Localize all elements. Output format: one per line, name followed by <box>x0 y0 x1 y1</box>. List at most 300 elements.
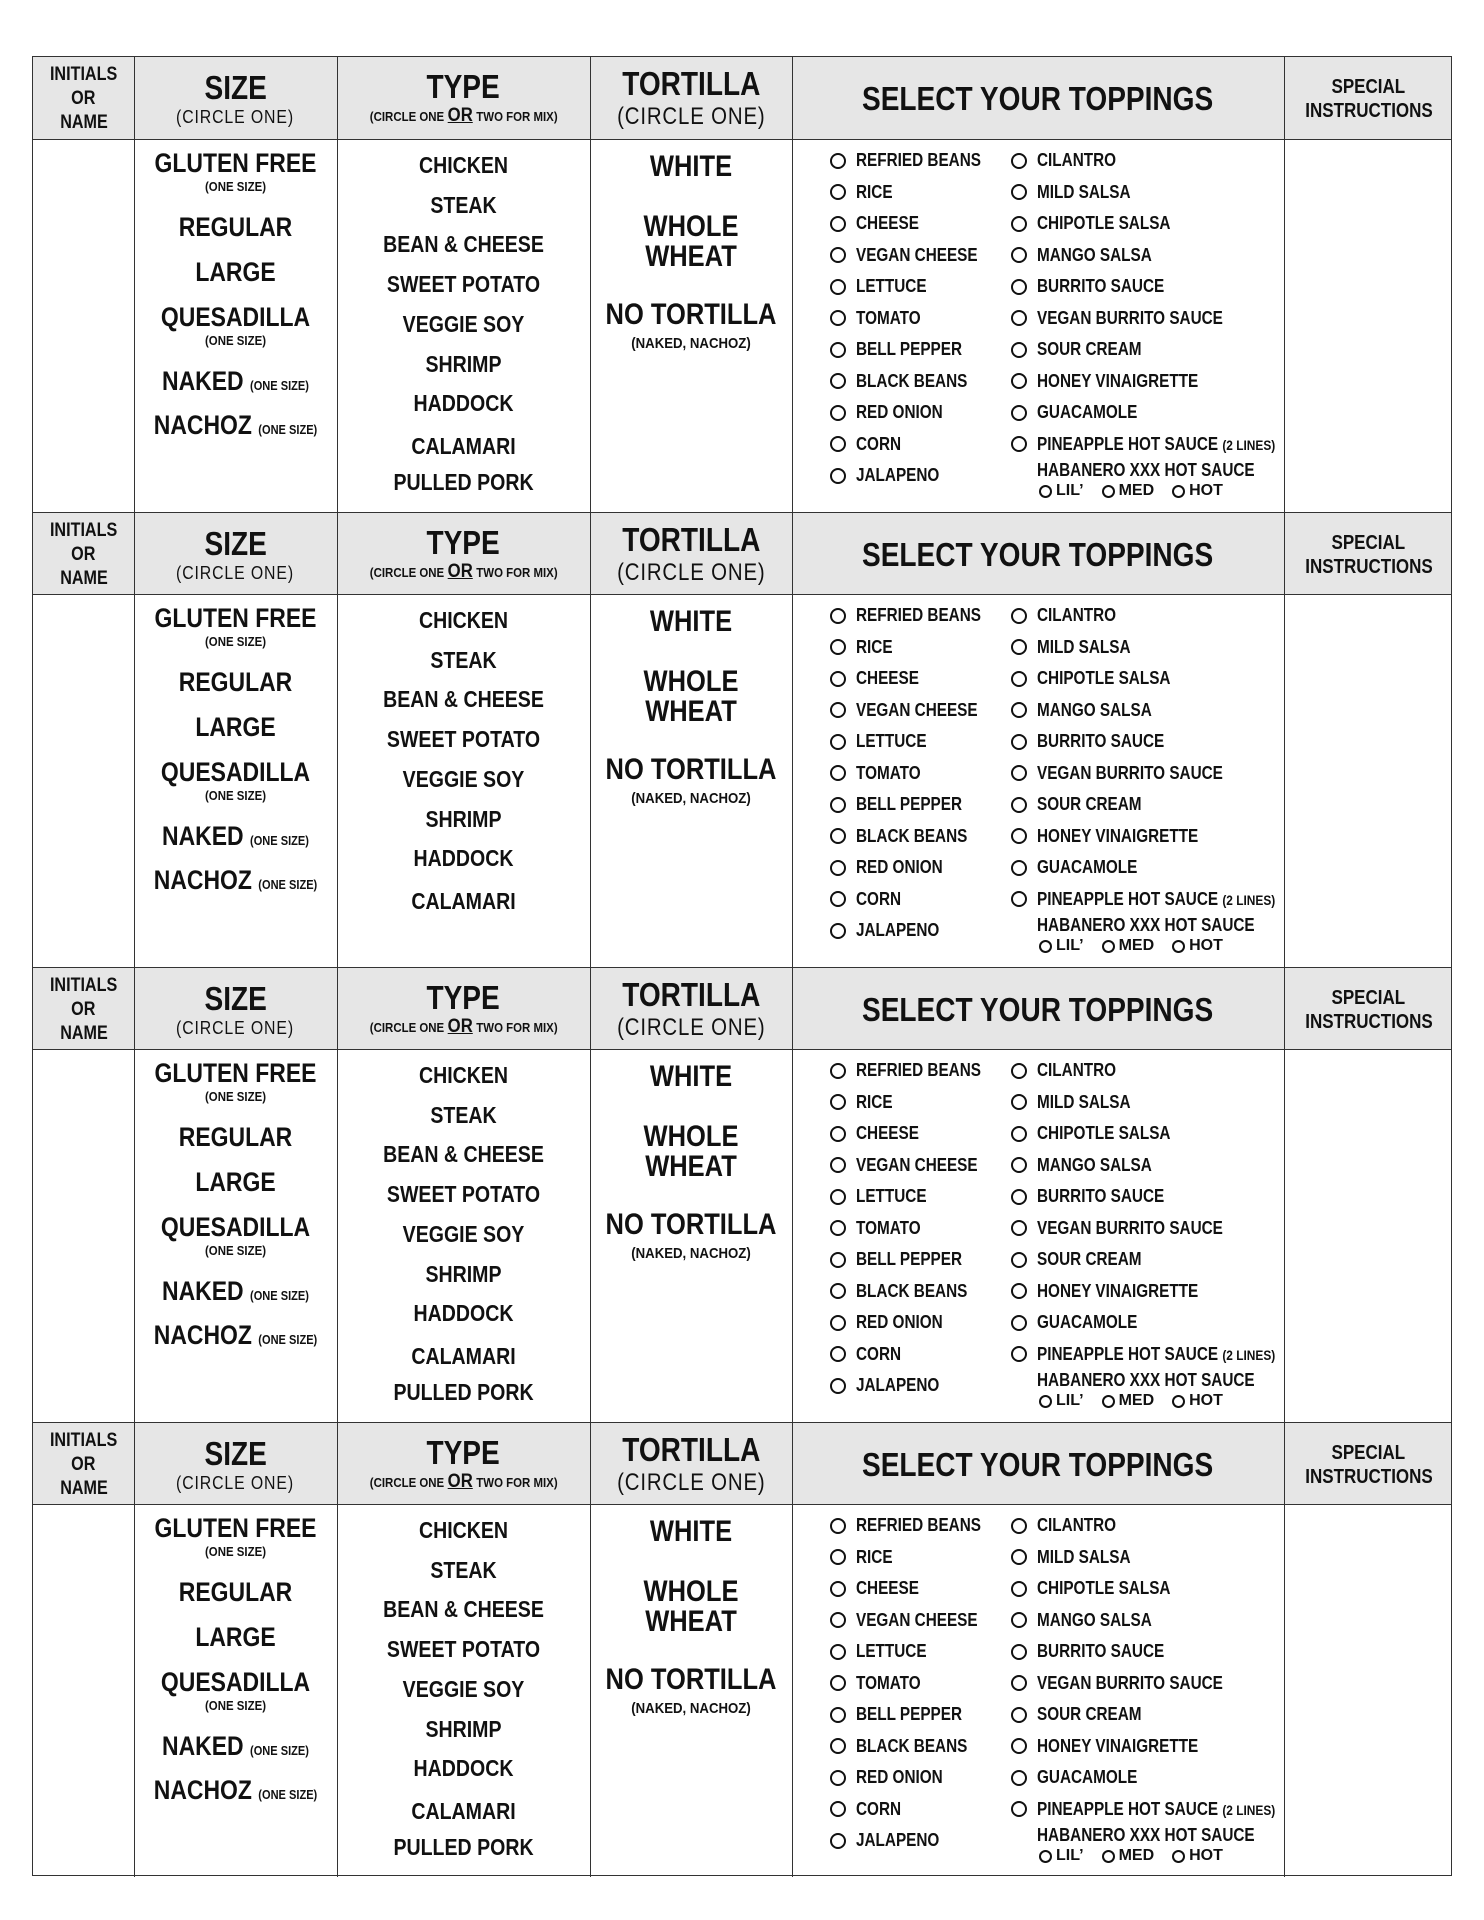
checkbox-circle-icon[interactable] <box>830 310 846 326</box>
special-instructions-field[interactable] <box>1284 140 1453 512</box>
topping-label: CHIPOTLE SALSA <box>1037 213 1171 233</box>
checkbox-circle-icon[interactable] <box>1011 1612 1027 1628</box>
topping-option[interactable] <box>830 308 932 329</box>
checkbox-circle-icon[interactable] <box>830 891 846 907</box>
topping-option[interactable] <box>1011 308 1256 329</box>
tortilla-none[interactable]: NO TORTILLA <box>605 1663 777 1696</box>
topping-option[interactable] <box>1011 700 1172 721</box>
tortilla-whole[interactable]: WHOLE <box>643 665 739 698</box>
checkbox-circle-icon[interactable] <box>830 1315 846 1331</box>
size-gluten-free[interactable] <box>134 1513 337 1559</box>
checkbox-circle-icon[interactable] <box>830 1126 846 1142</box>
type-option[interactable]: BEAN & CHEESE <box>383 1596 544 1622</box>
topping-option[interactable] <box>1011 731 1187 752</box>
type-option[interactable]: SHRIMP <box>425 351 502 377</box>
topping-option[interactable] <box>1011 1547 1147 1568</box>
topping-option[interactable] <box>1011 1218 1256 1239</box>
topping-option[interactable] <box>830 1092 899 1113</box>
checkbox-circle-icon[interactable] <box>830 1346 846 1362</box>
tortilla-wheat[interactable]: WHEAT <box>645 240 737 273</box>
type-option[interactable]: VEGGIE SOY <box>402 311 525 337</box>
checkbox-circle-icon[interactable] <box>1011 373 1027 389</box>
checkbox-circle-icon[interactable] <box>1011 1675 1027 1691</box>
topping-option[interactable] <box>1011 637 1147 658</box>
topping-option[interactable] <box>1011 1610 1172 1631</box>
checkbox-circle-icon[interactable] <box>830 1707 846 1723</box>
heat-circle-icon[interactable] <box>1039 1850 1052 1863</box>
topping-pineapple-hot-sauce[interactable] <box>1011 434 1317 455</box>
checkbox-circle-icon[interactable] <box>1011 184 1027 200</box>
topping-option[interactable] <box>1011 1060 1130 1081</box>
topping-label: CILANTRO <box>1037 605 1117 625</box>
checkbox-circle-icon[interactable] <box>830 702 846 718</box>
topping-label: CHEESE <box>856 213 919 233</box>
topping-option[interactable] <box>830 1375 954 1396</box>
heat-circle-icon[interactable] <box>1102 1850 1115 1863</box>
type-option[interactable]: HADDOCK <box>413 1755 514 1781</box>
checkbox-circle-icon[interactable] <box>830 860 846 876</box>
checkbox-circle-icon[interactable] <box>830 1189 846 1205</box>
type-option[interactable]: HADDOCK <box>413 845 514 871</box>
header-tortilla <box>590 1423 792 1506</box>
checkbox-circle-icon[interactable] <box>1011 310 1027 326</box>
checkbox-circle-icon[interactable] <box>830 1675 846 1691</box>
checkbox-circle-icon[interactable] <box>830 828 846 844</box>
type-option[interactable]: SWEET POTATO <box>386 1181 541 1207</box>
type-option[interactable]: CHICKEN <box>418 607 509 633</box>
topping-option[interactable] <box>830 1155 999 1176</box>
checkbox-circle-icon[interactable] <box>830 734 846 750</box>
header-type-title: TYPE <box>426 68 501 105</box>
topping-option[interactable] <box>830 1736 987 1757</box>
topping-option[interactable] <box>830 1547 899 1568</box>
type-option[interactable]: SWEET POTATO <box>386 271 541 297</box>
tortilla-wheat[interactable]: WHEAT <box>645 695 737 728</box>
topping-option[interactable] <box>830 1515 1003 1536</box>
checkbox-circle-icon[interactable] <box>830 1157 846 1173</box>
size-nachoz[interactable] <box>134 1320 337 1351</box>
topping-option[interactable] <box>1011 371 1227 392</box>
topping-option[interactable] <box>1011 245 1172 266</box>
topping-option[interactable] <box>1011 794 1160 815</box>
heat-circle-icon[interactable] <box>1172 940 1185 953</box>
checkbox-circle-icon[interactable] <box>830 279 846 295</box>
header-type-sub-a: (CIRCLE ONE <box>369 565 444 580</box>
checkbox-circle-icon[interactable] <box>1011 1189 1027 1205</box>
topping-label: MILD SALSA <box>1037 181 1131 202</box>
size-large[interactable] <box>134 257 337 288</box>
checkbox-circle-icon[interactable] <box>1011 608 1027 624</box>
topping-option[interactable] <box>830 1704 981 1725</box>
tortilla-wheat[interactable]: WHEAT <box>645 1150 737 1183</box>
initials-name-field[interactable] <box>33 1050 134 1422</box>
type-option[interactable]: BEAN & CHEESE <box>383 686 544 712</box>
type-option[interactable]: CALAMARI <box>411 433 516 459</box>
topping-option[interactable] <box>830 1060 1003 1081</box>
topping-option[interactable] <box>830 889 909 910</box>
tortilla-whole[interactable]: WHOLE <box>643 1120 739 1153</box>
topping-option[interactable] <box>830 339 981 360</box>
topping-option[interactable] <box>830 434 909 455</box>
checkbox-circle-icon[interactable] <box>1011 1707 1027 1723</box>
type-option[interactable]: SHRIMP <box>425 1716 502 1742</box>
tortilla-white[interactable]: WHITE <box>649 150 733 183</box>
topping-option[interactable] <box>1011 1673 1256 1694</box>
checkbox-circle-icon[interactable] <box>1011 734 1027 750</box>
header-special-line: INSTRUCTIONS <box>1304 1465 1433 1488</box>
special-instructions-field[interactable] <box>1284 595 1453 967</box>
topping-option[interactable] <box>1011 763 1256 784</box>
topping-option[interactable] <box>830 1249 981 1270</box>
topping-option[interactable] <box>830 763 932 784</box>
checkbox-circle-icon[interactable] <box>830 1833 846 1849</box>
checkbox-circle-icon[interactable] <box>830 1063 846 1079</box>
size-regular[interactable] <box>134 1577 337 1608</box>
size-label <box>149 1731 322 1762</box>
checkbox-circle-icon[interactable] <box>1011 1126 1027 1142</box>
checkbox-circle-icon[interactable] <box>1011 1801 1027 1817</box>
topping-option[interactable] <box>830 150 1003 171</box>
tortilla-white[interactable]: WHITE <box>649 1060 733 1093</box>
type-option[interactable]: CHICKEN <box>418 1062 509 1088</box>
size-quesadilla[interactable] <box>134 757 337 803</box>
topping-option[interactable] <box>1011 182 1147 203</box>
checkbox-circle-icon[interactable] <box>830 468 846 484</box>
type-option[interactable]: STEAK <box>430 192 497 218</box>
tortilla-options <box>590 595 792 967</box>
topping-pineapple-hot-sauce[interactable] <box>1011 1344 1317 1365</box>
checkbox-circle-icon[interactable] <box>830 184 846 200</box>
pineapple-label: PINEAPPLE HOT SAUCE <box>1037 1343 1219 1364</box>
checkbox-circle-icon[interactable] <box>1011 860 1027 876</box>
checkbox-circle-icon[interactable] <box>830 1581 846 1597</box>
topping-option[interactable] <box>1011 276 1187 297</box>
checkbox-circle-icon[interactable] <box>830 1252 846 1268</box>
checkbox-circle-icon[interactable] <box>830 671 846 687</box>
type-option[interactable]: CALAMARI <box>411 1343 516 1369</box>
topping-pineapple-hot-sauce[interactable] <box>1011 1799 1317 1820</box>
checkbox-circle-icon[interactable] <box>1011 828 1027 844</box>
type-option[interactable]: SHRIMP <box>425 806 502 832</box>
checkbox-circle-icon[interactable] <box>830 1770 846 1786</box>
type-option[interactable]: STEAK <box>430 1557 497 1583</box>
checkbox-circle-icon[interactable] <box>1011 1094 1027 1110</box>
topping-option[interactable] <box>1011 1578 1194 1599</box>
heat-level-label: LIL’ <box>1056 482 1084 499</box>
topping-option[interactable] <box>830 1186 939 1207</box>
type-option[interactable]: SHRIMP <box>425 1261 502 1287</box>
topping-option[interactable] <box>1011 1767 1155 1788</box>
size-naked[interactable] <box>134 1276 337 1307</box>
size-gluten-free[interactable] <box>134 148 337 194</box>
topping-option[interactable] <box>1011 1312 1155 1333</box>
topping-option[interactable] <box>1011 1123 1194 1144</box>
topping-option[interactable] <box>830 1312 958 1333</box>
checkbox-circle-icon[interactable] <box>1011 797 1027 813</box>
heat-circle-icon[interactable] <box>1039 940 1052 953</box>
checkbox-circle-icon[interactable] <box>830 1094 846 1110</box>
topping-option[interactable] <box>1011 605 1130 626</box>
checkbox-circle-icon[interactable] <box>1011 405 1027 421</box>
topping-pineapple-hot-sauce[interactable] <box>1011 889 1317 910</box>
topping-label: MANGO SALSA <box>1037 1609 1152 1630</box>
topping-option[interactable] <box>830 1767 958 1788</box>
tortilla-wheat[interactable]: WHEAT <box>645 1605 737 1638</box>
header-type <box>337 513 590 596</box>
size-nachoz[interactable] <box>134 865 337 896</box>
header-row <box>33 1422 1451 1505</box>
topping-option[interactable] <box>1011 213 1194 234</box>
initials-name-field[interactable] <box>33 140 134 512</box>
header-special-line: INSTRUCTIONS <box>1304 1010 1433 1033</box>
topping-option[interactable] <box>830 605 1003 626</box>
type-option[interactable]: PULLED PORK <box>393 1379 534 1405</box>
type-option[interactable]: CHICKEN <box>418 152 509 178</box>
topping-option[interactable] <box>830 731 939 752</box>
type-option[interactable]: VEGGIE SOY <box>402 1676 525 1702</box>
topping-option[interactable] <box>830 1610 999 1631</box>
checkbox-circle-icon[interactable] <box>1011 1581 1027 1597</box>
tortilla-none-sub[interactable]: (NAKED, NACHOZ) <box>631 790 751 807</box>
checkbox-circle-icon[interactable] <box>830 216 846 232</box>
type-option[interactable]: VEGGIE SOY <box>402 766 525 792</box>
checkbox-circle-icon[interactable] <box>830 405 846 421</box>
topping-option[interactable] <box>830 1830 954 1851</box>
heat-circle-icon[interactable] <box>1172 485 1185 498</box>
checkbox-circle-icon[interactable] <box>830 247 846 263</box>
type-option[interactable]: SWEET POTATO <box>386 1636 541 1662</box>
topping-option[interactable] <box>830 1673 932 1694</box>
header-toppings <box>792 513 1284 596</box>
type-option[interactable]: BEAN & CHEESE <box>383 231 544 257</box>
checkbox-circle-icon[interactable] <box>1011 279 1027 295</box>
topping-option[interactable] <box>1011 1641 1187 1662</box>
tortilla-none-sub[interactable]: (NAKED, NACHOZ) <box>631 1700 751 1717</box>
heat-circle-icon[interactable] <box>1102 1395 1115 1408</box>
checkbox-circle-icon[interactable] <box>830 373 846 389</box>
heat-circle-icon[interactable] <box>1039 1395 1052 1408</box>
topping-option[interactable] <box>830 1578 930 1599</box>
checkbox-circle-icon[interactable] <box>830 1549 846 1565</box>
checkbox-circle-icon[interactable] <box>830 436 846 452</box>
checkbox-circle-icon[interactable] <box>830 765 846 781</box>
checkbox-circle-icon[interactable] <box>1011 436 1027 452</box>
topping-option[interactable] <box>830 402 958 423</box>
size-gluten-free[interactable] <box>134 1058 337 1104</box>
special-instructions-field[interactable] <box>1284 1505 1453 1877</box>
topping-option[interactable] <box>1011 1155 1172 1176</box>
toppings-options <box>792 1050 1284 1422</box>
type-option[interactable]: HADDOCK <box>413 1300 514 1326</box>
tortilla-white[interactable]: WHITE <box>649 605 733 638</box>
checkbox-circle-icon[interactable] <box>1011 1549 1027 1565</box>
checkbox-circle-icon[interactable] <box>1011 1644 1027 1660</box>
size-options <box>134 595 337 967</box>
size-large[interactable] <box>134 1167 337 1198</box>
tortilla-whole[interactable]: WHOLE <box>643 1575 739 1608</box>
topping-option[interactable] <box>830 700 999 721</box>
topping-option[interactable] <box>1011 1515 1130 1536</box>
topping-option[interactable] <box>1011 857 1155 878</box>
size-quesadilla[interactable] <box>134 1212 337 1258</box>
tortilla-whole[interactable]: WHOLE <box>643 210 739 243</box>
checkbox-circle-icon[interactable] <box>1011 671 1027 687</box>
topping-option[interactable] <box>1011 1736 1227 1757</box>
type-option[interactable]: PULLED PORK <box>393 469 534 495</box>
checkbox-circle-icon[interactable] <box>830 608 846 624</box>
size-large[interactable] <box>134 712 337 743</box>
type-option[interactable]: STEAK <box>430 1102 497 1128</box>
checkbox-circle-icon[interactable] <box>830 342 846 358</box>
size-large[interactable] <box>134 1622 337 1653</box>
tortilla-none[interactable]: NO TORTILLA <box>605 1208 777 1241</box>
topping-option[interactable] <box>830 276 939 297</box>
topping-option[interactable] <box>830 920 954 941</box>
size-quesadilla[interactable] <box>134 302 337 348</box>
checkbox-circle-icon[interactable] <box>1011 765 1027 781</box>
topping-option[interactable] <box>830 1799 909 1820</box>
topping-option[interactable] <box>1011 339 1160 360</box>
topping-option[interactable] <box>830 826 987 847</box>
checkbox-circle-icon[interactable] <box>1011 1157 1027 1173</box>
checkbox-circle-icon[interactable] <box>830 1518 846 1534</box>
header-toppings-title: SELECT YOUR TOPPINGS <box>862 535 1214 573</box>
heat-circle-icon[interactable] <box>1172 1395 1185 1408</box>
topping-option[interactable] <box>1011 826 1227 847</box>
topping-option[interactable] <box>830 371 987 392</box>
topping-option[interactable] <box>830 794 981 815</box>
topping-option[interactable] <box>1011 1186 1187 1207</box>
topping-option[interactable] <box>1011 1092 1147 1113</box>
topping-option[interactable] <box>1011 668 1194 689</box>
initials-name-field[interactable] <box>33 1505 134 1877</box>
topping-label: CORN <box>856 433 902 454</box>
topping-option[interactable] <box>1011 150 1130 171</box>
checkbox-circle-icon[interactable] <box>830 1738 846 1754</box>
topping-option[interactable] <box>1011 1249 1160 1270</box>
tortilla-white[interactable]: WHITE <box>649 1515 733 1548</box>
topping-option[interactable] <box>830 1123 930 1144</box>
topping-label: GUACAMOLE <box>1037 402 1138 422</box>
type-option[interactable]: STEAK <box>430 647 497 673</box>
topping-option[interactable] <box>830 1218 932 1239</box>
checkbox-circle-icon[interactable] <box>1011 216 1027 232</box>
checkbox-circle-icon[interactable] <box>1011 153 1027 169</box>
checkbox-circle-icon[interactable] <box>830 639 846 655</box>
size-naked[interactable] <box>134 821 337 852</box>
topping-label: RICE <box>856 1546 893 1567</box>
topping-option[interactable] <box>830 1344 909 1365</box>
checkbox-circle-icon[interactable] <box>830 1801 846 1817</box>
checkbox-circle-icon[interactable] <box>1011 1283 1027 1299</box>
size-quesadilla[interactable] <box>134 1667 337 1713</box>
checkbox-circle-icon[interactable] <box>830 923 846 939</box>
checkbox-circle-icon[interactable] <box>830 1612 846 1628</box>
topping-option[interactable] <box>1011 402 1155 423</box>
checkbox-circle-icon[interactable] <box>1011 639 1027 655</box>
size-regular[interactable] <box>134 1122 337 1153</box>
checkbox-circle-icon[interactable] <box>1011 891 1027 907</box>
initials-name-field[interactable] <box>33 595 134 967</box>
type-option[interactable]: SWEET POTATO <box>386 726 541 752</box>
tortilla-none[interactable]: NO TORTILLA <box>605 298 777 331</box>
checkbox-circle-icon[interactable] <box>1011 1770 1027 1786</box>
checkbox-circle-icon[interactable] <box>1011 1252 1027 1268</box>
type-option[interactable]: PULLED PORK <box>393 1834 534 1860</box>
toppings-options <box>792 595 1284 967</box>
topping-label: GUACAMOLE <box>1037 857 1138 877</box>
heat-circle-icon[interactable] <box>1172 1850 1185 1863</box>
type-option[interactable]: CALAMARI <box>411 888 516 914</box>
heat-circle-icon[interactable] <box>1102 485 1115 498</box>
checkbox-circle-icon[interactable] <box>830 1378 846 1394</box>
topping-option[interactable] <box>830 857 958 878</box>
tortilla-none-sub[interactable]: (NAKED, NACHOZ) <box>631 1245 751 1262</box>
topping-option[interactable] <box>1011 1704 1160 1725</box>
checkbox-circle-icon[interactable] <box>1011 1738 1027 1754</box>
heat-circle-icon[interactable] <box>1039 485 1052 498</box>
special-instructions-field[interactable] <box>1284 1050 1453 1422</box>
checkbox-circle-icon[interactable] <box>1011 1346 1027 1362</box>
topping-option[interactable] <box>830 213 930 234</box>
checkbox-circle-icon[interactable] <box>1011 1518 1027 1534</box>
tortilla-none-sub[interactable]: (NAKED, NACHOZ) <box>631 335 751 352</box>
type-option[interactable]: HADDOCK <box>413 390 514 416</box>
size-nachoz[interactable] <box>134 1775 337 1806</box>
size-nachoz[interactable] <box>134 410 337 441</box>
type-option[interactable]: BEAN & CHEESE <box>383 1141 544 1167</box>
topping-option[interactable] <box>830 465 954 486</box>
checkbox-circle-icon[interactable] <box>830 1283 846 1299</box>
topping-option[interactable] <box>1011 1281 1227 1302</box>
topping-option[interactable] <box>830 668 930 689</box>
checkbox-circle-icon[interactable] <box>1011 1315 1027 1331</box>
type-option[interactable]: CALAMARI <box>411 1798 516 1824</box>
topping-option[interactable] <box>830 1281 987 1302</box>
checkbox-circle-icon[interactable] <box>1011 1063 1027 1079</box>
size-naked[interactable] <box>134 366 337 397</box>
size-regular[interactable] <box>134 667 337 698</box>
checkbox-circle-icon[interactable] <box>830 1220 846 1236</box>
size-regular[interactable] <box>134 212 337 243</box>
block-body <box>33 140 1451 512</box>
type-option[interactable]: CHICKEN <box>418 1517 509 1543</box>
header-type-sub-or: OR <box>447 561 473 582</box>
size-gluten-free[interactable] <box>134 603 337 649</box>
topping-option[interactable] <box>830 637 899 658</box>
size-label: GLUTEN FREE <box>154 1513 317 1543</box>
heat-level-label: LIL’ <box>1056 1847 1084 1864</box>
topping-option[interactable] <box>830 182 899 203</box>
heat-level-label: LIL’ <box>1056 937 1084 954</box>
checkbox-circle-icon[interactable] <box>830 797 846 813</box>
checkbox-circle-icon[interactable] <box>1011 702 1027 718</box>
checkbox-circle-icon[interactable] <box>1011 247 1027 263</box>
tortilla-none[interactable]: NO TORTILLA <box>605 753 777 786</box>
checkbox-circle-icon[interactable] <box>830 1644 846 1660</box>
size-naked[interactable] <box>134 1731 337 1762</box>
heat-circle-icon[interactable] <box>1102 940 1115 953</box>
checkbox-circle-icon[interactable] <box>830 153 846 169</box>
header-special-line: SPECIAL <box>1331 531 1406 554</box>
checkbox-circle-icon[interactable] <box>1011 342 1027 358</box>
header-initials <box>33 513 134 596</box>
topping-option[interactable] <box>830 245 999 266</box>
checkbox-circle-icon[interactable] <box>1011 1220 1027 1236</box>
type-option[interactable]: VEGGIE SOY <box>402 1221 525 1247</box>
size-note: (ONE SIZE) <box>204 1089 267 1104</box>
topping-option[interactable] <box>830 1641 939 1662</box>
